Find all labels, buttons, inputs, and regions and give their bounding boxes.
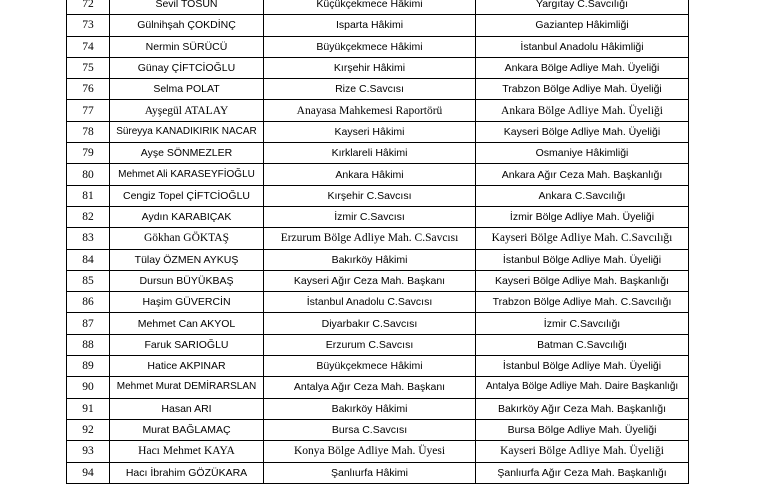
current-post-cell: Diyarbakır C.Savcısı [264,313,476,334]
new-post-cell: Trabzon Bölge Adliye Mah. C.Savcılığı [476,292,689,313]
person-name-cell: Gökhan GÖKTAŞ [110,228,264,249]
person-name-cell: Hatice AKPINAR [110,356,264,377]
table-row [67,185,689,206]
current-post-cell: Rize C.Savcısı [264,79,476,100]
row-number-cell: 92 [67,419,110,440]
new-post-cell: Yargıtay C.Savcılığı [476,0,689,15]
appointments-table-body [67,0,689,483]
current-post-cell: Kayseri Ağır Ceza Mah. Başkanı [264,270,476,291]
new-post-cell: Antalya Bölge Adliye Mah. Daire Başkanlığı [476,377,689,398]
table-row [67,121,689,142]
new-post-cell: Kayseri Bölge Adliye Mah. Üyeliği [476,121,689,142]
person-name-cell: Süreyya KANADIKIRIK NACAR [110,121,264,142]
current-post-cell: Kırşehir Hâkimi [264,57,476,78]
appointments-table [66,0,689,484]
new-post-cell: İstanbul Bölge Adliye Mah. Üyeliği [476,249,689,270]
current-post-cell: Büyükçekmece Hâkimi [264,356,476,377]
person-name-cell: Cengiz Topel ÇİFTCİOĞLU [110,185,264,206]
current-post-cell: Bakırköy Hâkimi [264,249,476,270]
table-row [67,249,689,270]
new-post-cell: Ankara Bölge Adliye Mah. Üyeliği [476,57,689,78]
current-post-cell: Erzurum Bölge Adliye Mah. C.Savcısı [264,228,476,249]
current-post-cell: İstanbul Anadolu C.Savcısı [264,292,476,313]
table-row [67,270,689,291]
new-post-cell: Ankara Ağır Ceza Mah. Başkanlığı [476,164,689,185]
table-row [67,441,689,462]
row-number-cell: 77 [67,100,110,121]
row-number-cell: 78 [67,121,110,142]
person-name-cell: Selma POLAT [110,79,264,100]
current-post-cell: Konya Bölge Adliye Mah. Üyesi [264,441,476,462]
person-name-cell: Nermin SÜRÜCÜ [110,36,264,57]
table-row [67,15,689,36]
new-post-cell: Kayseri Bölge Adliye Mah. Üyeliği [476,441,689,462]
new-post-cell: Gaziantep Hâkimliği [476,15,689,36]
current-post-cell: Kayseri Hâkimi [264,121,476,142]
table-row [67,0,689,15]
row-number-cell: 84 [67,249,110,270]
current-post-cell: Erzurum C.Savcısı [264,334,476,355]
person-name-cell: Gülnihşah ÇOKDİNÇ [110,15,264,36]
table-row [67,313,689,334]
new-post-cell: İstanbul Anadolu Hâkimliği [476,36,689,57]
current-post-cell: Küçükçekmece Hâkimi [264,0,476,15]
new-post-cell: Bursa Bölge Adliye Mah. Üyeliği [476,419,689,440]
table-row [67,292,689,313]
row-number-cell: 83 [67,228,110,249]
person-name-cell: Aydın KARABIÇAK [110,206,264,227]
current-post-cell: Ankara Hâkimi [264,164,476,185]
table-row [67,100,689,121]
table-row [67,462,689,483]
person-name-cell: Mehmet Murat DEMİRARSLAN [110,377,264,398]
current-post-cell: Şanlıurfa Hâkimi [264,462,476,483]
table-row [67,334,689,355]
row-number-cell: 76 [67,79,110,100]
row-number-cell: 79 [67,143,110,164]
row-number-cell: 94 [67,462,110,483]
row-number-cell: 85 [67,270,110,291]
table-row [67,164,689,185]
current-post-cell: Büyükçekmece Hâkimi [264,36,476,57]
person-name-cell: Mehmet Can AKYOL [110,313,264,334]
table-row [67,57,689,78]
new-post-cell: Şanlıurfa Ağır Ceza Mah. Başkanlığı [476,462,689,483]
person-name-cell: Günay ÇİFTCİOĞLU [110,57,264,78]
new-post-cell: Batman C.Savcılığı [476,334,689,355]
row-number-cell: 73 [67,15,110,36]
row-number-cell: 74 [67,36,110,57]
new-post-cell: İzmir Bölge Adliye Mah. Üyeliği [476,206,689,227]
table-row [67,143,689,164]
person-name-cell: Haşim GÜVERCİN [110,292,264,313]
current-post-cell: Kırşehir C.Savcısı [264,185,476,206]
row-number-cell: 82 [67,206,110,227]
row-number-cell: 75 [67,57,110,78]
person-name-cell: Tülay ÖZMEN AYKUŞ [110,249,264,270]
table-row [67,398,689,419]
person-name-cell: Dursun BÜYÜKBAŞ [110,270,264,291]
current-post-cell: Bursa C.Savcısı [264,419,476,440]
row-number-cell: 91 [67,398,110,419]
person-name-cell: Mehmet Ali KARASEYFİOĞLU [110,164,264,185]
person-name-cell: Faruk SARIOĞLU [110,334,264,355]
new-post-cell: Kayseri Bölge Adliye Mah. Başkanlığı [476,270,689,291]
row-number-cell: 81 [67,185,110,206]
person-name-cell: Ayşegül ATALAY [110,100,264,121]
new-post-cell: Kayseri Bölge Adliye Mah. C.Savcılığı [476,228,689,249]
row-number-cell: 90 [67,377,110,398]
person-name-cell: Hacı İbrahim GÖZÜKARA [110,462,264,483]
current-post-cell: Isparta Hâkimi [264,15,476,36]
new-post-cell: Ankara Bölge Adliye Mah. Üyeliği [476,100,689,121]
new-post-cell: İzmir C.Savcılığı [476,313,689,334]
person-name-cell: Ayşe SÖNMEZLER [110,143,264,164]
row-number-cell: 72 [67,0,110,15]
new-post-cell: İstanbul Bölge Adliye Mah. Üyeliği [476,356,689,377]
person-name-cell: Sevil TOSUN [110,0,264,15]
row-number-cell: 87 [67,313,110,334]
current-post-cell: İzmir C.Savcısı [264,206,476,227]
row-number-cell: 89 [67,356,110,377]
current-post-cell: Bakırköy Hâkimi [264,398,476,419]
row-number-cell: 80 [67,164,110,185]
new-post-cell: Bakırköy Ağır Ceza Mah. Başkanlığı [476,398,689,419]
new-post-cell: Ankara C.Savcılığı [476,185,689,206]
table-row [67,228,689,249]
row-number-cell: 93 [67,441,110,462]
row-number-cell: 88 [67,334,110,355]
current-post-cell: Anayasa Mahkemesi Raportörü [264,100,476,121]
table-row [67,206,689,227]
table-row [67,377,689,398]
table-row [67,79,689,100]
row-number-cell: 86 [67,292,110,313]
table-row [67,419,689,440]
new-post-cell: Trabzon Bölge Adliye Mah. Üyeliği [476,79,689,100]
person-name-cell: Murat BAĞLAMAÇ [110,419,264,440]
new-post-cell: Osmaniye Hâkimliği [476,143,689,164]
table-row [67,36,689,57]
current-post-cell: Kırklareli Hâkimi [264,143,476,164]
person-name-cell: Hacı Mehmet KAYA [110,441,264,462]
current-post-cell: Antalya Ağır Ceza Mah. Başkanı [264,377,476,398]
person-name-cell: Hasan ARI [110,398,264,419]
table-row [67,356,689,377]
